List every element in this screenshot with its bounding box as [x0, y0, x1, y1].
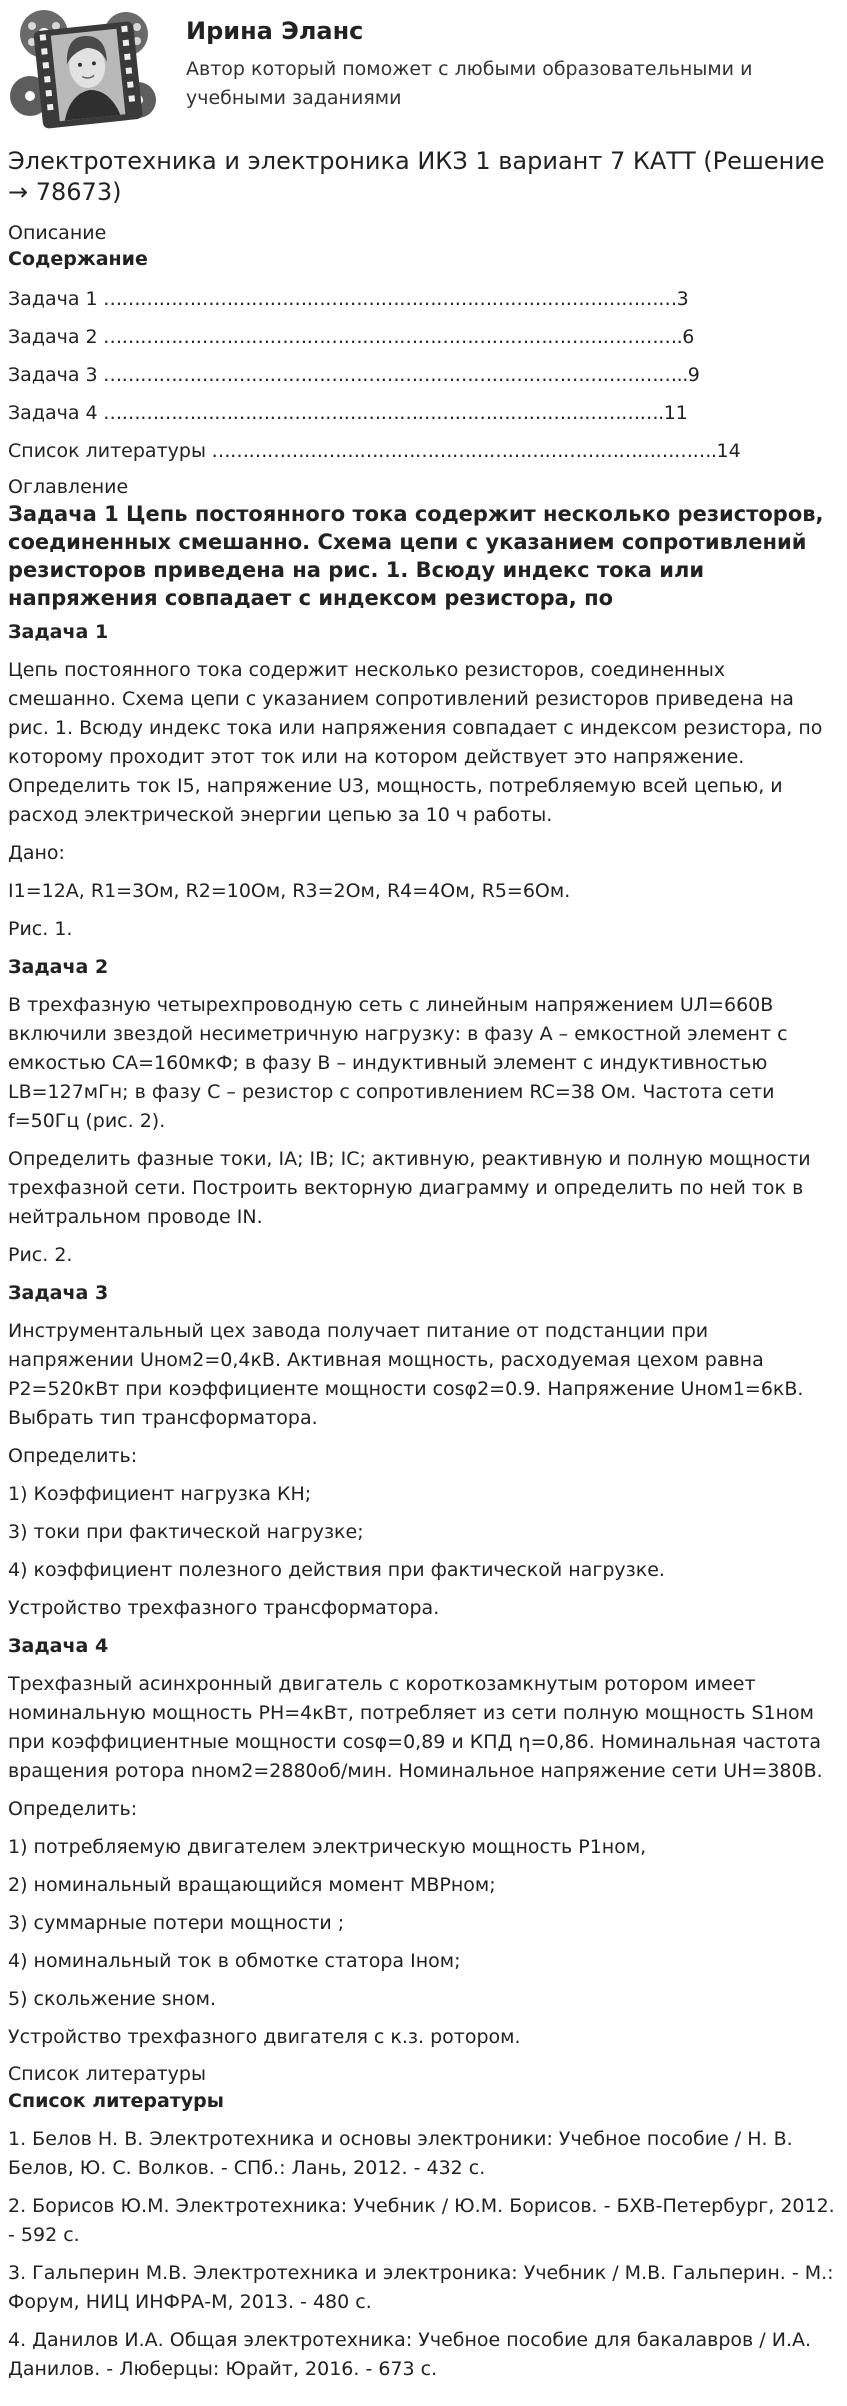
list-item: 2) номинальный вращающийся момент MВРном;: [8, 1874, 496, 1896]
task-2-heading: Задача 2: [8, 956, 109, 978]
toc-item: Задача 1 …………………………………………………………………………………3: [8, 288, 689, 310]
bibliography-label: Список литературы: [8, 2063, 206, 2085]
paragraph: Определить:: [8, 1798, 138, 1820]
paragraph: Цепь постоянного тока содержит несколько резисторов, соединенных смешанно. Схема цепи с указанием сопротивлений резисторов приведена на рис. 1. Всюду индекс тока или напряжения совпадает с индексом резистора, по которому проходит этот ток или на котором действует это напряжение. Определить ток I5, напряжение U3, мощность, потребляемую всей цепью, и расход электрической энергии цепью за 10 ч работы.: [8, 659, 823, 826]
table-of-contents: [8, 284, 839, 466]
figure-caption: Рис. 1.: [8, 918, 73, 940]
list-item: 1) потребляемую двигателем электрическую мощность P1ном,: [8, 1836, 647, 1858]
task-1-section: [8, 618, 839, 944]
bibliography-item: 4. Данилов И.А. Общая электротехника: Учебное пособие для бакалавров / И.А. Данилов. - Люберцы: Юрайт, 2016. - 673 с.: [8, 2329, 812, 2380]
paragraph: I1=12A, R1=3Ом, R2=10Ом, R3=2Ом, R4=4Ом, R5=6Ом.: [8, 880, 571, 902]
list-item: 5) скольжение sном.: [8, 1988, 217, 2010]
toc-item: Задача 3 …………………………………………………………………………………..9: [8, 364, 700, 386]
bibliography-item: 3. Гальперин М.В. Электротехника и электроника: Учебник / М.В. Гальперин. - М.: Форум, НИЦ ИНФРА-М, 2013. - 480 с.: [8, 2262, 834, 2313]
paragraph: Устройство трехфазного трансформатора.: [8, 1597, 440, 1619]
page-title: Электротехника и электроника ИКЗ 1 вариант 7 КАТТ (Решение → 78673): [8, 147, 825, 206]
list-item: 4) коэффициент полезного действия при фактической нагрузке.: [8, 1559, 665, 1581]
toc-item: Задача 4 ……………………………………………………………………………….11: [8, 402, 688, 424]
bibliography-section: [8, 2087, 839, 2384]
contents-heading: Содержание: [8, 248, 148, 270]
toc-item: Задача 2 ………………………………………………………………………………….6: [8, 326, 695, 348]
bibliography-heading: Список литературы: [8, 2090, 224, 2112]
task-4-heading: Задача 4: [8, 1635, 109, 1657]
paragraph: Трехфазный асинхронный двигатель с короткозамкнутым ротором имеет номинальную мощность PН=4кВт, потребляет из сети полную мощность S1ном при коэффициентные мощности cosφ=0,89 и КПД η=0,86. Номинальная частота вращения ротора nном2=2880об/мин. Номинальное напряжение сети UН=380В.: [8, 1673, 823, 1782]
outline-label: Оглавление: [8, 476, 129, 498]
bibliography-item: 1. Белов Н. В. Электротехника и основы электроники: Учебное пособие / Н. В. Белов, Ю. С. Волков. - СПб.: Лань, 2012. - 432 с.: [8, 2128, 793, 2179]
list-item: 3) суммарные потери мощности ;: [8, 1912, 345, 1934]
task-3-section: [8, 1279, 839, 1623]
list-item: 4) номинальный ток в обмотке статора Iном;: [8, 1950, 461, 1972]
paragraph: Инструментальный цех завода получает питание от подстанции при напряжении Uном2=0,4кВ. Активная мощность, расходуемая цехом равна P2=520кВт при коэффициенте мощности cosφ2=0.9. Напряжение Uном1=6кВ. Выбрать тип трансформатора.: [8, 1320, 804, 1429]
author-description: Автор который поможет с любыми образовательными и учебными заданиями: [186, 58, 753, 109]
paragraph: Дано:: [8, 842, 65, 864]
task-3-heading: Задача 3: [8, 1282, 109, 1304]
task-2-section: [8, 953, 839, 1270]
paragraph: Определить:: [8, 1445, 138, 1467]
author-card: [8, 0, 839, 140]
author-name[interactable]: Ирина Эланс: [186, 17, 364, 45]
bibliography-item: 2. Борисов Ю.М. Электротехника: Учебник / Ю.М. Борисов. - БХВ-Петербург, 2012. - 592 с.: [8, 2195, 835, 2246]
task-4-section: [8, 1632, 839, 2052]
paragraph: Определить фазные токи, IA; IB; IC; активную, реактивную и полную мощности трехфазной сети. Построить векторную диаграмму и определить по ней ток в нейтральном проводе IN.: [8, 1148, 811, 1228]
list-item: 3) токи при фактической нагрузке;: [8, 1521, 364, 1543]
description-label: Описание: [8, 222, 107, 244]
toc-item: Список литературы ……………………………………………………………………….14: [8, 440, 741, 462]
summary-heading: Задача 1 Цепь постоянного тока содержит несколько резисторов, соединенных смешанно. Схема цепи с указанием сопротивлений резисторов приведена на рис. 1. Всюду индекс тока или напряжения совпадает с индексом резистора, по: [8, 502, 824, 610]
paragraph: В трехфазную четырехпроводную сеть с линейным напряжением UЛ=660В включили звездой несиметричную нагрузку: в фазу А – емкостной элемент с емкостью CA=160мкФ; в фазу В – индуктивный элемент с индуктивностью LB=127мГн; в фазу С – резистор с сопротивлением RC=38 Ом. Частота сети f=50Гц (рис. 2).: [8, 994, 788, 1132]
task-1-heading: Задача 1: [8, 621, 109, 643]
author-info: [158, 4, 786, 113]
paragraph: Устройство трехфазного двигателя с к.з. ротором.: [8, 2026, 521, 2048]
film-frame-avatar-icon: [8, 4, 158, 134]
figure-caption: Рис. 2.: [8, 1244, 73, 1266]
list-item: 1) Коэффициент нагрузка КН;: [8, 1483, 312, 1505]
avatar[interactable]: [8, 4, 158, 136]
